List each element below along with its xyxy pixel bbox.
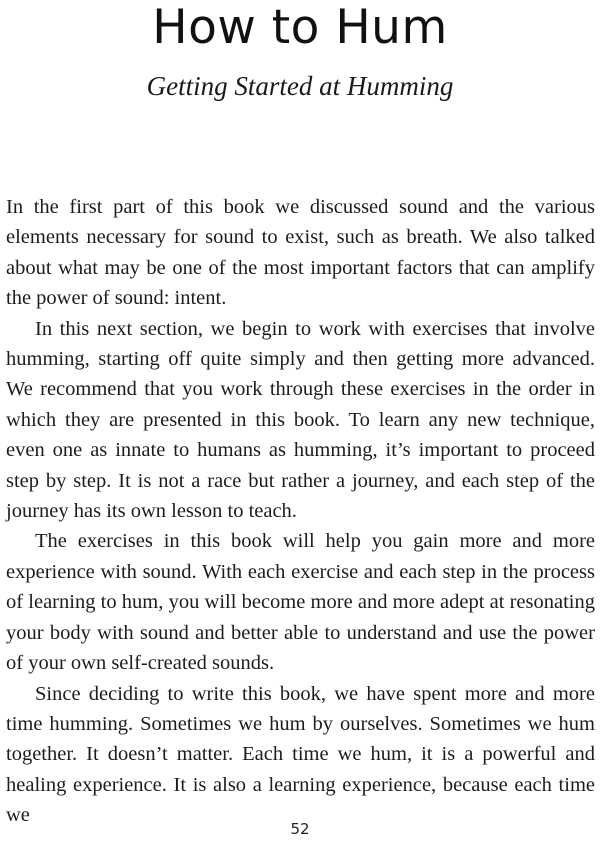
page-number: 52 bbox=[290, 820, 310, 838]
paragraph: In the first part of this book we discussed sound and the various elements necessary for sound to exist, such as breath. We also talked about what may be one of the most important factors that can amplify the power of sound: intent. bbox=[6, 196, 595, 310]
body-text bbox=[6, 192, 595, 831]
paragraph: Since deciding to write this book, we have spent more and more time humming. Sometimes we hum by ourselves. Sometimes we hum together. It doesn’t matter. Each time we hum, it is a powerful and healing experience. It is also a learning experience, because each time we bbox=[6, 682, 595, 827]
chapter-subtitle: Getting Started at Humming bbox=[146, 71, 454, 101]
paragraph: The exercises in this book will help you gain more and more experience with sound. With each exercise and each step in the process of learning to hum, you will become more and more adept at resonating your body with sound and better able to understand and use the power of your own self-created sounds. bbox=[6, 530, 595, 675]
chapter-title: How to Hum bbox=[152, 0, 448, 55]
paragraph: In this next section, we begin to work with exercises that involve humming, starting off quite simply and then getting more advanced. We recommend that you work through these exercises in the order in which they are presented in this book. To learn any new technique, even one as innate to humans as humming, it’s important to proceed step by step. It is not a race but rather a journey, and each step of the journey has its own lesson to teach. bbox=[6, 317, 595, 523]
